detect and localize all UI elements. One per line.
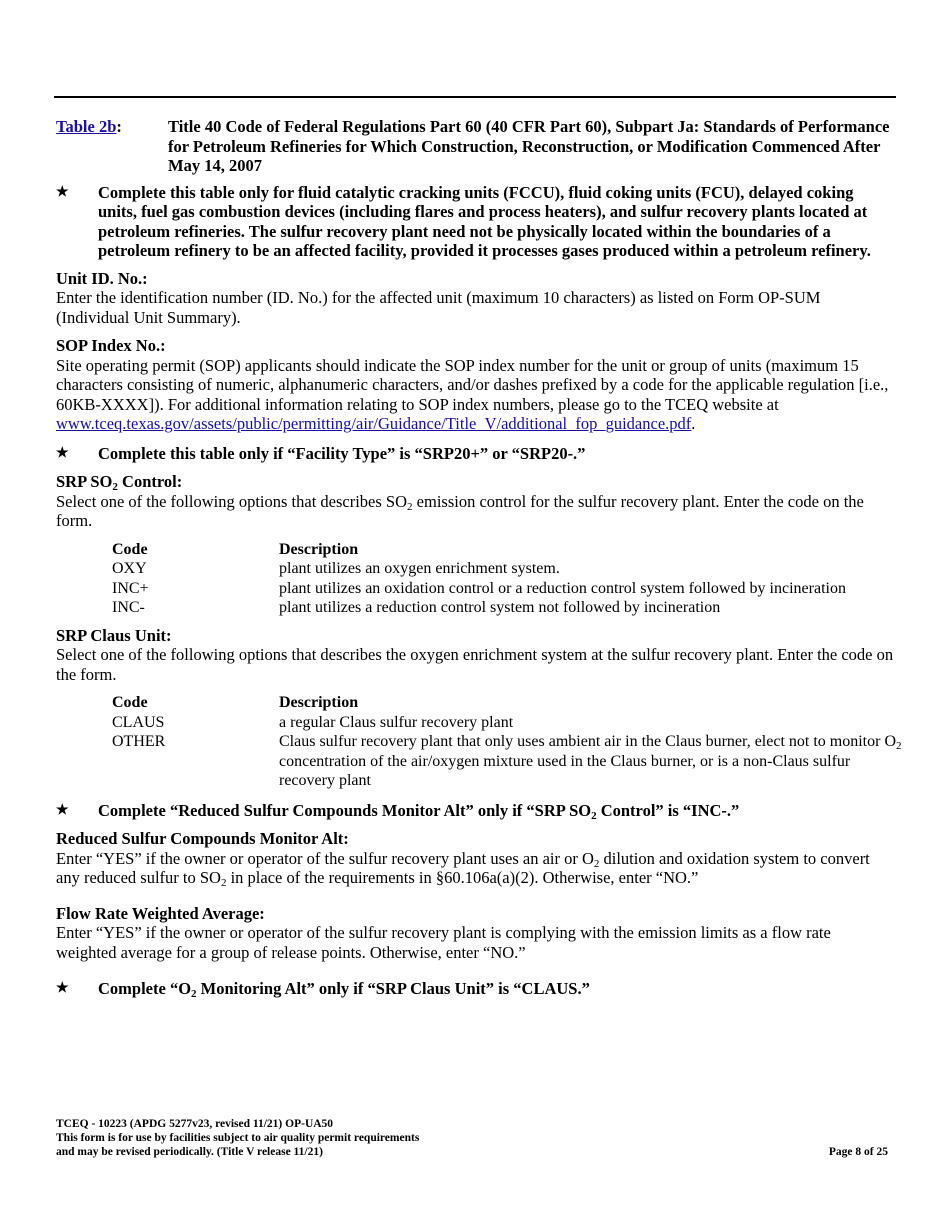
code-table-header: [112, 540, 902, 560]
srp-so2-text-b: emission control for the sulfur recovery plant. Enter the code on the form.: [56, 491, 864, 530]
footer-form-id: TCEQ - 10223 (APDG 5277v23, revised 11/21) OP-UA50: [56, 1118, 334, 1130]
srp-claus-section: [56, 625, 902, 791]
code-row: [112, 713, 902, 733]
rsc-text: [56, 849, 894, 888]
table-label-colon: :: [116, 117, 122, 136]
sop-heading: SOP Index No.:: [56, 336, 166, 355]
code-cell: INC+: [112, 579, 149, 597]
note-o2-text-b: Monitoring Alt” only if “SRP Claus Unit” is “CLAUS.”: [196, 979, 590, 998]
tceq-guidance-link[interactable]: www.tceq.texas.gov/assets/public/permitting/air/Guidance/Title_V/additional_fop_guidance.pdf: [56, 414, 692, 433]
sop-section: [56, 336, 894, 434]
code-table-header: [112, 693, 902, 713]
description-cell-a: Claus sulfur recovery plant that only uses ambient air in the Claus burner, elect not to monitor O: [279, 733, 896, 750]
unit-id-section: [56, 269, 894, 328]
code-column-header: Code: [112, 540, 148, 558]
code-row: [112, 559, 902, 579]
note-applicability-text: Complete this table only for fluid catalytic cracking units (FCCU), fluid coking units (FCU), delayed coking units, fuel gas combustion devices (including flares and process heaters), and sulfur recovery plants located at petroleum refineries. The sulfur recovery plant need not be physically located within the boundaries of a petroleum refinery to be an affected facility, provided it processes gases produced within a petroleum refinery.: [98, 182, 871, 260]
rsc-text-b: dilution and oxidation system to convert any reduced sulfur to SO: [56, 848, 870, 887]
srp-claus-text: Select one of the following options that describes the oxygen enrichment system at the sulfur recovery plant. Enter the code on the form.: [56, 645, 894, 684]
sop-text: [56, 356, 894, 434]
unit-id-text: Enter the identification number (ID. No.) for the affected unit (maximum 10 characters) as listed on Form OP-SUM (Individual Unit Summary).: [56, 288, 821, 327]
star-icon: ★: [56, 184, 69, 200]
description-cell: plant utilizes a reduction control system not followed by incineration: [279, 599, 721, 616]
description-column-header: Description: [279, 694, 359, 711]
note-rsc: [56, 801, 894, 821]
note-o2-text-a: Complete “O: [98, 979, 192, 998]
flow-heading: Flow Rate Weighted Average:: [56, 903, 265, 923]
note-rsc-text-a: Complete “Reduced Sulfur Compounds Monitor Alt” only if “SRP SO: [98, 800, 592, 820]
table-label: [56, 117, 122, 137]
description-cell: [279, 732, 902, 791]
code-cell: OTHER: [112, 733, 166, 750]
description-cell-sub: 2: [896, 740, 902, 752]
note-rsc-text: [98, 801, 739, 820]
srp-so2-heading-sub: 2: [112, 481, 118, 493]
sop-text-body: Site operating permit (SOP) applicants should indicate the SOP index number for the unit or group of units (maximum 15 characters consisting of numeric, alphanumeric characters, and/or dashes prefixed by a code for the applicable regulation [i.e., 60KB-XXXX]). For additional information relating to SOP index numbers, please go to the TCEQ website at: [56, 355, 889, 414]
code-cell: CLAUS: [112, 713, 165, 731]
unit-id-heading: Unit ID. No.:: [56, 268, 148, 288]
note-o2-text: [98, 979, 590, 998]
description-cell: plant utilizes an oxygen enrichment system.: [279, 560, 560, 577]
code-cell: OXY: [112, 560, 147, 577]
code-row: [112, 732, 902, 791]
footer-notice-2: and may be revised periodically. (Title V release 11/21): [56, 1146, 323, 1158]
description-cell: plant utilizes an oxidation control or a reduction control system followed by incineration: [279, 579, 846, 597]
code-cell: INC-: [112, 599, 145, 616]
flow-text: Enter “YES” if the owner or operator of the sulfur recovery plant is complying with the emission limits as a flow rate weighted average for a group of release points. Otherwise, enter “NO.”: [56, 923, 831, 962]
note-facility-type: [56, 444, 894, 464]
srp-so2-text: [56, 492, 894, 531]
star-icon: ★: [56, 802, 69, 818]
table-title-block: [56, 117, 902, 1000]
footer-notice-1: This form is for use by facilities subject to air quality permit requirements: [56, 1132, 420, 1144]
rsc-text-a: Enter “YES” if the owner or operator of the sulfur recovery plant uses an air or O: [56, 848, 594, 868]
code-row: [112, 579, 902, 599]
star-icon: ★: [56, 981, 69, 996]
page-footer: [56, 1117, 888, 1159]
note-applicability: [56, 183, 894, 261]
note-rsc-text-b: Control” is “INC-.”: [596, 800, 740, 820]
description-cell: a regular Claus sulfur recovery plant: [279, 713, 514, 731]
srp-so2-text-sub: 2: [407, 500, 413, 513]
rsc-section: [56, 829, 894, 888]
header-rule: [54, 96, 896, 98]
table-title: Title 40 Code of Federal Regulations Part 60 (40 CFR Part 60), Subpart Ja: Standards of Performance for Petroleum Refineries for Which Construction, Reconstruction, or Modification Commenced After May 14, 2007: [168, 117, 890, 175]
srp-so2-heading: [56, 472, 894, 492]
code-row: [112, 598, 902, 618]
description-column-header: Description: [279, 540, 359, 558]
note-rsc-sub: 2: [591, 809, 597, 822]
rsc-sub-1: 2: [593, 857, 600, 870]
flow-section: [56, 904, 894, 963]
note-o2-sub: 2: [191, 988, 197, 1000]
srp-so2-text-a: Select one of the following options that describes SO: [56, 491, 408, 511]
star-icon: ★: [56, 445, 69, 461]
rsc-sub-2: 2: [220, 877, 227, 889]
srp-so2-section: [56, 472, 894, 618]
sop-text-end: .: [691, 414, 696, 433]
note-o2: [56, 979, 894, 999]
page-number: Page 8 of 25: [828, 1146, 888, 1158]
note-facility-type-text: Complete this table only if “Facility Type” is “SRP20+” or “SRP20-.”: [98, 443, 586, 463]
description-cell-b: concentration of the air/oxygen mixture used in the Claus burner, or is a non-Claus sulfur recovery plant: [279, 752, 851, 789]
code-column-header: Code: [112, 694, 148, 711]
rsc-text-c: in place of the requirements in §60.106a(a)(2). Otherwise, enter “NO.”: [226, 868, 699, 887]
rsc-heading: Reduced Sulfur Compounds Monitor Alt:: [56, 829, 349, 848]
srp-so2-code-table: [112, 540, 902, 618]
srp-claus-heading: SRP Claus Unit:: [56, 625, 172, 645]
table-2b-link[interactable]: Table 2b: [56, 117, 117, 136]
srp-so2-heading-b: Control:: [117, 472, 183, 491]
srp-so2-heading-a: SRP SO: [56, 472, 113, 491]
srp-claus-code-table: [112, 693, 902, 791]
